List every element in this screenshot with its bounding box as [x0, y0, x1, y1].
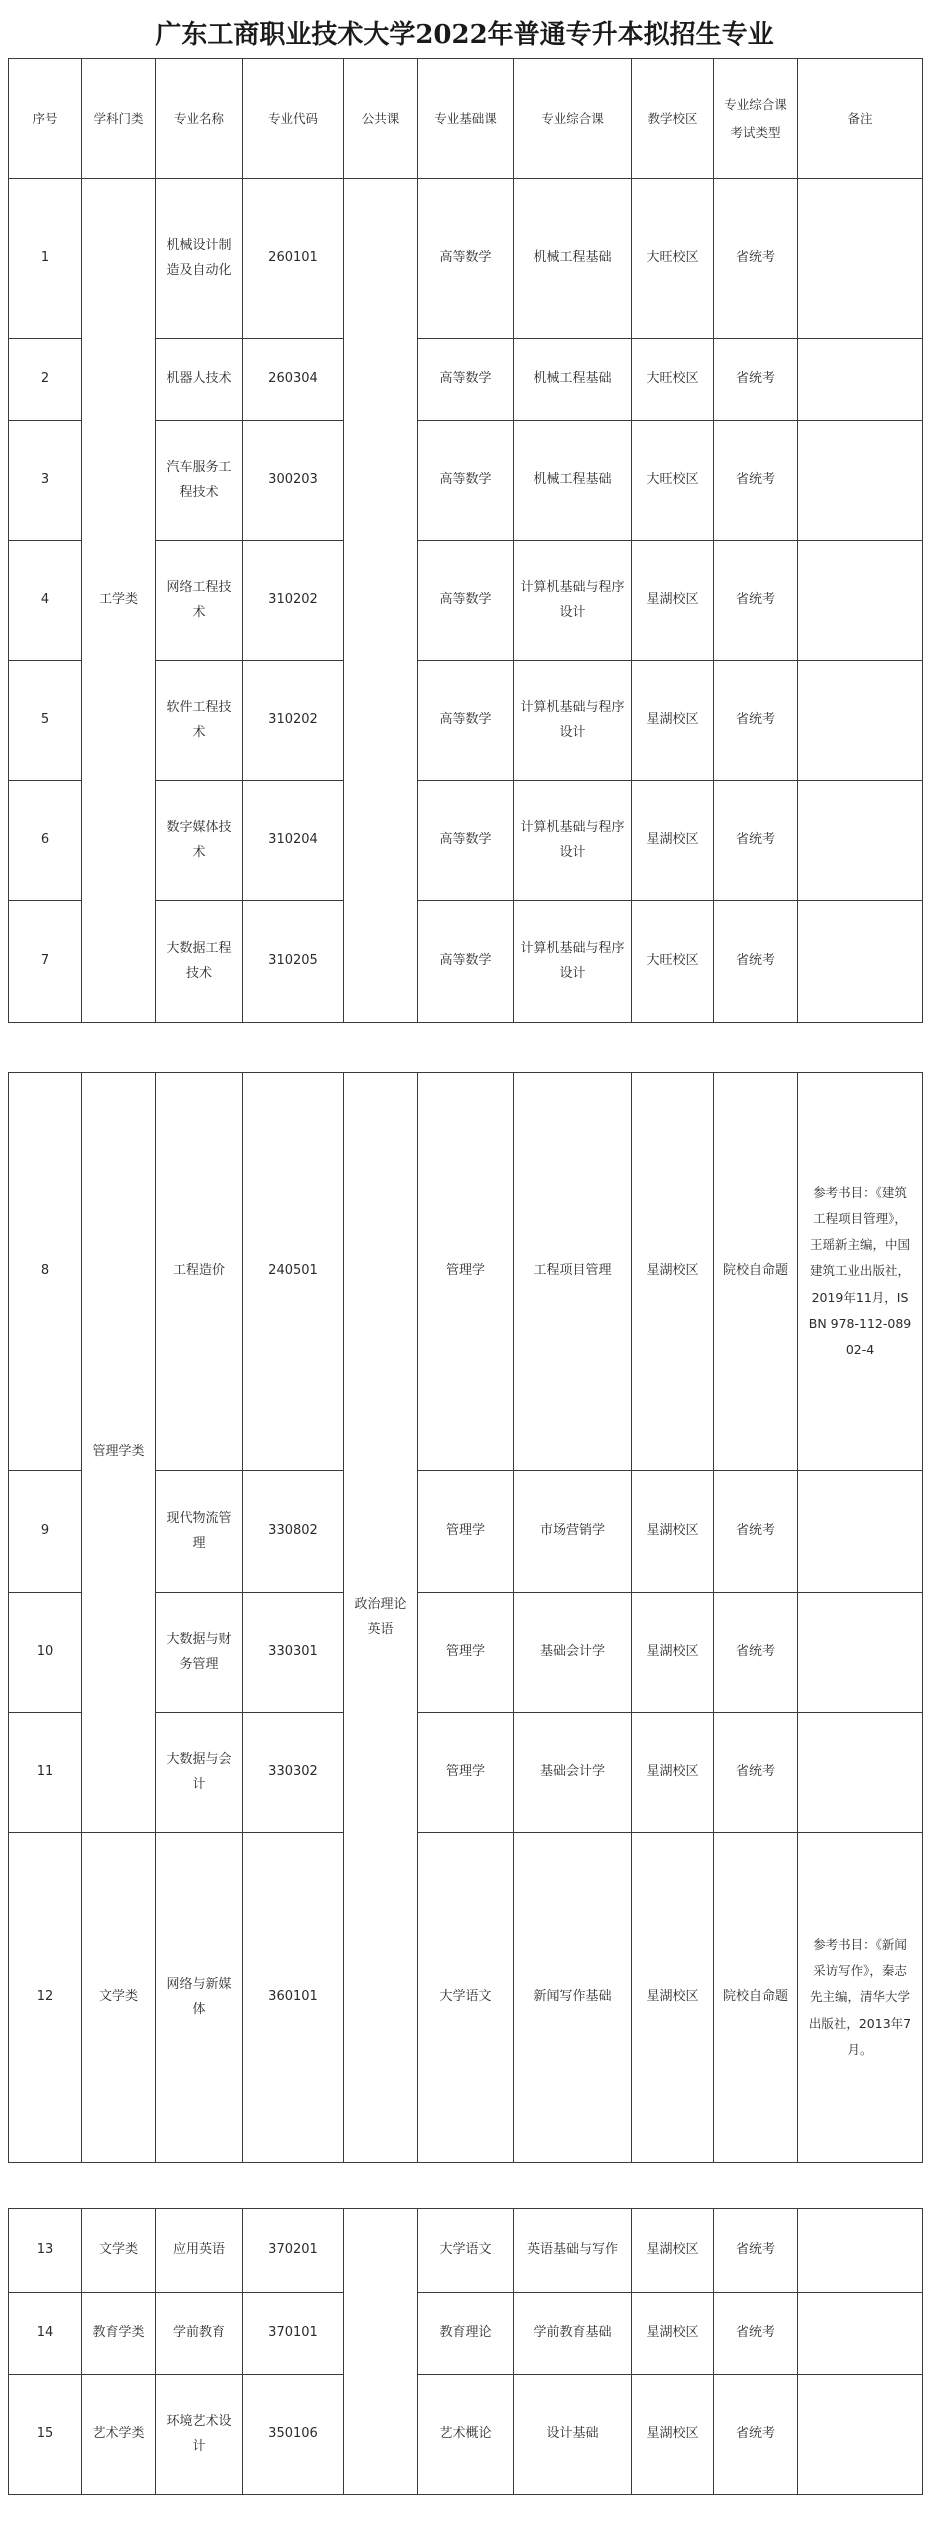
row-remark	[798, 179, 923, 339]
row-exam: 省统考	[714, 2209, 798, 2293]
row-exam: 省统考	[714, 179, 798, 339]
row-campus: 星湖校区	[632, 1833, 714, 2163]
row-major: 软件工程技术	[156, 661, 243, 781]
row-seq: 5	[9, 661, 82, 781]
row-code: 360101	[243, 1833, 344, 2163]
row-campus: 大旺校区	[632, 901, 714, 1023]
row-basic: 高等数学	[418, 541, 514, 661]
header-category: 学科门类	[82, 59, 156, 179]
row-basic: 管理学	[418, 1073, 514, 1471]
row-basic: 高等数学	[418, 781, 514, 901]
row-code: 350106	[243, 2375, 344, 2495]
row-remark	[798, 661, 923, 781]
row-major: 大数据工程技术	[156, 901, 243, 1023]
category-cell: 管理学类	[82, 1073, 156, 1833]
header-seq: 序号	[9, 59, 82, 179]
row-exam: 省统考	[714, 901, 798, 1023]
row-campus: 星湖校区	[632, 2293, 714, 2375]
row-seq: 13	[9, 2209, 82, 2293]
row-remark	[798, 1593, 923, 1713]
row-major: 网络与新媒体	[156, 1833, 243, 2163]
row-code: 370201	[243, 2209, 344, 2293]
row-campus: 星湖校区	[632, 781, 714, 901]
row-campus: 大旺校区	[632, 179, 714, 339]
header-major: 专业名称	[156, 59, 243, 179]
public-course-cell	[344, 2209, 418, 2495]
row-comprehensive: 市场营销学	[514, 1471, 632, 1593]
row-basic: 高等数学	[418, 421, 514, 541]
row-major: 数字媒体技术	[156, 781, 243, 901]
row-exam: 省统考	[714, 1713, 798, 1833]
row-campus: 星湖校区	[632, 2375, 714, 2495]
row-campus: 大旺校区	[632, 339, 714, 421]
row-comprehensive: 计算机基础与程序设计	[514, 661, 632, 781]
header-public-course: 公共课	[344, 59, 418, 179]
row-campus: 星湖校区	[632, 1471, 714, 1593]
category-cell: 文学类	[82, 1833, 156, 2163]
row-seq: 10	[9, 1593, 82, 1713]
row-code: 310202	[243, 661, 344, 781]
row-code: 300203	[243, 421, 344, 541]
row-campus: 星湖校区	[632, 1713, 714, 1833]
row-basic: 高等数学	[418, 179, 514, 339]
header-remark: 备注	[798, 59, 923, 179]
row-campus: 星湖校区	[632, 1593, 714, 1713]
row-comprehensive: 计算机基础与程序设计	[514, 781, 632, 901]
row-code: 370101	[243, 2293, 344, 2375]
category-cell: 工学类	[82, 179, 156, 1023]
row-major: 现代物流管理	[156, 1471, 243, 1593]
row-basic: 大学语文	[418, 1833, 514, 2163]
row-seq: 11	[9, 1713, 82, 1833]
row-basic: 高等数学	[418, 661, 514, 781]
row-comprehensive: 计算机基础与程序设计	[514, 901, 632, 1023]
row-exam: 省统考	[714, 2375, 798, 2495]
row-exam: 院校自命题	[714, 1833, 798, 2163]
row-seq: 1	[9, 179, 82, 339]
row-code: 310205	[243, 901, 344, 1023]
row-seq: 7	[9, 901, 82, 1023]
table-row	[9, 2209, 923, 2293]
header-basic-course: 专业基础课	[418, 59, 514, 179]
table-row	[9, 2375, 923, 2495]
row-code: 330302	[243, 1713, 344, 1833]
row-basic: 教育理论	[418, 2293, 514, 2375]
row-code: 310204	[243, 781, 344, 901]
row-remark	[798, 781, 923, 901]
public-course-cell	[344, 179, 418, 1023]
row-seq: 4	[9, 541, 82, 661]
table-header-row	[9, 59, 923, 179]
row-comprehensive: 机械工程基础	[514, 179, 632, 339]
row-seq: 15	[9, 2375, 82, 2495]
majors-table-part-3	[8, 2208, 923, 2495]
row-exam: 省统考	[714, 661, 798, 781]
row-remark	[798, 1471, 923, 1593]
row-exam: 省统考	[714, 781, 798, 901]
row-major: 机器人技术	[156, 339, 243, 421]
row-remark	[798, 421, 923, 541]
row-comprehensive: 工程项目管理	[514, 1073, 632, 1471]
row-comprehensive: 机械工程基础	[514, 339, 632, 421]
row-remark	[798, 2375, 923, 2495]
row-campus: 大旺校区	[632, 421, 714, 541]
row-major: 大数据与财务管理	[156, 1593, 243, 1713]
row-basic: 管理学	[418, 1471, 514, 1593]
category-cell: 教育学类	[82, 2293, 156, 2375]
row-campus: 星湖校区	[632, 1073, 714, 1471]
table-row	[9, 1073, 923, 1471]
row-major: 机械设计制造及自动化	[156, 179, 243, 339]
table-row	[9, 179, 923, 339]
row-seq: 8	[9, 1073, 82, 1471]
header-comprehensive-course: 专业综合课	[514, 59, 632, 179]
row-exam: 省统考	[714, 421, 798, 541]
row-campus: 星湖校区	[632, 2209, 714, 2293]
row-remark	[798, 541, 923, 661]
row-remark: 参考书目：《新闻采访写作》，秦志先主编，清华大学出版社，2013年7月。	[798, 1833, 923, 2163]
row-major: 应用英语	[156, 2209, 243, 2293]
row-seq: 14	[9, 2293, 82, 2375]
row-comprehensive: 设计基础	[514, 2375, 632, 2495]
row-comprehensive: 基础会计学	[514, 1593, 632, 1713]
majors-table-part-1	[8, 58, 923, 1023]
header-campus: 教学校区	[632, 59, 714, 179]
category-cell: 文学类	[82, 2209, 156, 2293]
header-exam-type: 专业综合课考试类型	[714, 59, 798, 179]
row-basic: 艺术概论	[418, 2375, 514, 2495]
row-code: 310202	[243, 541, 344, 661]
row-remark	[798, 901, 923, 1023]
row-major: 网络工程技术	[156, 541, 243, 661]
row-major: 汽车服务工程技术	[156, 421, 243, 541]
row-exam: 省统考	[714, 1471, 798, 1593]
row-basic: 高等数学	[418, 339, 514, 421]
row-major: 环境艺术设计	[156, 2375, 243, 2495]
table-row	[9, 1833, 923, 2163]
row-comprehensive: 基础会计学	[514, 1713, 632, 1833]
row-major: 大数据与会计	[156, 1713, 243, 1833]
row-exam: 省统考	[714, 541, 798, 661]
row-code: 330301	[243, 1593, 344, 1713]
row-code: 260304	[243, 339, 344, 421]
row-exam: 省统考	[714, 2293, 798, 2375]
row-remark	[798, 2293, 923, 2375]
row-exam: 省统考	[714, 1593, 798, 1713]
table-row	[9, 2293, 923, 2375]
row-seq: 6	[9, 781, 82, 901]
header-code: 专业代码	[243, 59, 344, 179]
row-basic: 高等数学	[418, 901, 514, 1023]
page-title: 广东工商职业技术大学2022年普通专升本拟招生专业	[155, 19, 774, 50]
row-code: 240501	[243, 1073, 344, 1471]
row-remark: 参考书目：《建筑工程项目管理》，王瑶新主编，中国建筑工业出版社，2019年11月，ISBN 978-112-08902-4	[798, 1073, 923, 1471]
row-remark	[798, 1713, 923, 1833]
row-comprehensive: 英语基础与写作	[514, 2209, 632, 2293]
row-seq: 9	[9, 1471, 82, 1593]
row-campus: 星湖校区	[632, 541, 714, 661]
row-basic: 管理学	[418, 1593, 514, 1713]
row-campus: 星湖校区	[632, 661, 714, 781]
row-comprehensive: 机械工程基础	[514, 421, 632, 541]
public-course-cell: 政治理论英语	[344, 1073, 418, 2163]
row-code: 330802	[243, 1471, 344, 1593]
row-remark	[798, 339, 923, 421]
row-comprehensive: 计算机基础与程序设计	[514, 541, 632, 661]
row-major: 学前教育	[156, 2293, 243, 2375]
row-seq: 12	[9, 1833, 82, 2163]
row-exam: 省统考	[714, 339, 798, 421]
row-comprehensive: 新闻写作基础	[514, 1833, 632, 2163]
row-comprehensive: 学前教育基础	[514, 2293, 632, 2375]
row-seq: 3	[9, 421, 82, 541]
row-basic: 大学语文	[418, 2209, 514, 2293]
row-exam: 院校自命题	[714, 1073, 798, 1471]
category-cell: 艺术学类	[82, 2375, 156, 2495]
row-major: 工程造价	[156, 1073, 243, 1471]
row-remark	[798, 2209, 923, 2293]
row-code: 260101	[243, 179, 344, 339]
majors-table-part-2	[8, 1072, 923, 2163]
row-basic: 管理学	[418, 1713, 514, 1833]
row-seq: 2	[9, 339, 82, 421]
